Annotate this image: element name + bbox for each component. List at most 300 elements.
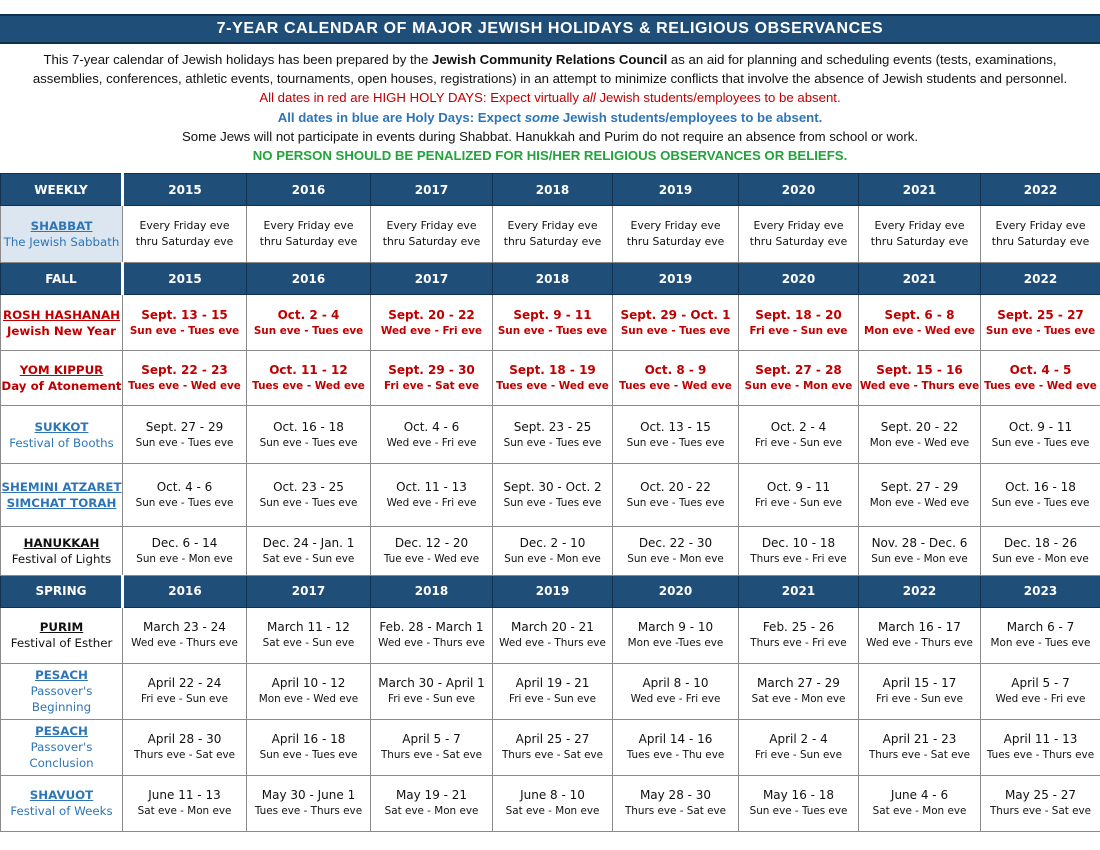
date-range: Sept. 15 - 16 (876, 363, 963, 378)
date-range: Oct. 4 - 5 (1009, 363, 1072, 378)
date-cell (493, 206, 613, 263)
date-cell (493, 406, 613, 464)
weekday-range: Wed eve - Thurs eve (378, 637, 485, 650)
year-header: 2018 (493, 263, 613, 295)
weekday-range: Sun eve - Tues eve (129, 324, 240, 337)
weekday-range: Tues eve - Wed eve (619, 380, 732, 393)
year-header: 2021 (739, 575, 859, 607)
weekday-range: Fri eve - Sun eve (388, 693, 475, 706)
date-range: Dec. 22 - 30 (638, 535, 713, 550)
holiday-name: SHAVUOT (29, 788, 94, 803)
date-cell (247, 406, 371, 464)
weekday-range: Tues eve - Wed eve (496, 380, 609, 393)
date-cell (739, 295, 859, 351)
weekday-range: thru Saturday eve (991, 235, 1090, 249)
date-range: Nov. 28 - Dec. 6 (871, 535, 968, 550)
date-cell (123, 607, 247, 663)
weekday-range: Thurs eve - Sat eve (868, 749, 971, 762)
holiday-subtitle: Festival of Esther (10, 636, 113, 651)
holiday-name-cell (1, 719, 123, 775)
weekday-range: Sun eve - Tues eve (503, 436, 602, 449)
date-cell (247, 663, 371, 719)
page-title: 7-YEAR CALENDAR OF MAJOR JEWISH HOLIDAYS & RELIGIOUS OBSERVANCES (216, 20, 884, 37)
date-cell (247, 295, 371, 351)
weekday-range: Fri eve - Sun eve (876, 693, 963, 706)
weekday-range: Sat eve - Mon eve (751, 693, 846, 706)
date-cell (123, 464, 247, 526)
year-header: 2016 (123, 575, 247, 607)
holiday-name: PESACH (35, 724, 88, 739)
date-cell (981, 775, 1100, 831)
holiday-row (1, 464, 1100, 526)
date-range: Every Friday eve (874, 219, 965, 233)
date-range: March 23 - 24 (143, 620, 226, 635)
date-cell (859, 607, 981, 663)
date-cell (247, 607, 371, 663)
date-cell (247, 719, 371, 775)
date-range: March 27 - 29 (757, 676, 840, 691)
date-cell (859, 206, 981, 263)
date-range: Every Friday eve (263, 219, 354, 233)
holiday-subtitle: Festival of Lights (11, 551, 112, 566)
holiday-name: PESACH (35, 668, 88, 683)
date-cell (613, 206, 739, 263)
date-cell (739, 607, 859, 663)
weekday-range: Fri eve - Sat eve (383, 380, 480, 393)
date-range: April 5 - 7 (402, 732, 461, 747)
date-cell (981, 663, 1100, 719)
holiday-row (1, 206, 1100, 263)
holiday-subtitle: The Jewish Sabbath (3, 235, 120, 250)
date-range: April 16 - 18 (271, 732, 346, 747)
date-range: Oct. 11 - 12 (269, 363, 348, 378)
holiday-name: YOM KIPPUR (19, 363, 104, 378)
date-range: Dec. 24 - Jan. 1 (262, 535, 355, 550)
holiday-row (1, 607, 1100, 663)
date-range: Sept. 20 - 22 (388, 307, 475, 322)
date-cell (613, 295, 739, 351)
date-cell (123, 406, 247, 464)
date-range: April 11 - 13 (1003, 732, 1078, 747)
intro-text (0, 50, 1100, 165)
section-header-row (1, 575, 1100, 607)
high-holy-note (0, 88, 1100, 107)
date-cell (859, 663, 981, 719)
intro-line-1 (0, 50, 1100, 69)
date-range: Sept. 20 - 22 (880, 419, 959, 434)
date-cell (739, 406, 859, 464)
date-range: April 19 - 21 (515, 676, 590, 691)
date-cell (739, 464, 859, 526)
date-cell (981, 351, 1100, 406)
weekday-range: Sun eve - Tues eve (259, 436, 358, 449)
holiday-name-cell (1, 206, 123, 263)
date-cell (123, 663, 247, 719)
date-cell (123, 351, 247, 406)
date-range: Feb. 28 - March 1 (379, 620, 484, 635)
holiday-row (1, 775, 1100, 831)
weekday-range: thru Saturday eve (135, 235, 234, 249)
high-holy-note-start: All dates in red are HIGH HOLY DAYS: Expect virtually (259, 90, 583, 106)
weekday-range: Tues eve - Wed eve (252, 380, 365, 393)
date-cell (123, 526, 247, 575)
date-range: Sept. 27 - 28 (755, 363, 842, 378)
date-range: Oct. 4 - 6 (403, 419, 460, 434)
weekday-range: Wed eve - Thurs eve (859, 380, 980, 393)
date-range: Every Friday eve (995, 219, 1086, 233)
date-range: Sept. 29 - 30 (388, 363, 475, 378)
year-header: 2022 (859, 575, 981, 607)
date-range: April 14 - 16 (638, 732, 713, 747)
date-range: March 9 - 10 (637, 620, 714, 635)
weekday-range: Mon eve - Tues eve (990, 637, 1091, 650)
date-range: Oct. 2 - 4 (277, 307, 340, 322)
year-header: 2021 (859, 263, 981, 295)
date-cell (247, 206, 371, 263)
title-bar (0, 14, 1100, 44)
weekday-range: Wed eve - Fri eve (386, 496, 477, 509)
weekday-range: Fri eve - Sun eve (755, 436, 842, 449)
year-header: 2023 (981, 575, 1100, 607)
date-cell (371, 775, 493, 831)
date-cell (371, 351, 493, 406)
weekday-range: Wed eve - Fri eve (386, 436, 477, 449)
holiday-row (1, 406, 1100, 464)
weekday-range: Sun eve - Tues eve (503, 496, 602, 509)
date-cell (123, 719, 247, 775)
date-range: April 10 - 12 (271, 676, 346, 691)
date-range: Sept. 29 - Oct. 1 (620, 307, 731, 322)
date-range: Sept. 18 - 19 (509, 363, 596, 378)
weekday-range: Mon eve - Wed eve (869, 436, 970, 449)
weekday-range: Wed eve - Thurs eve (499, 637, 606, 650)
date-cell (981, 719, 1100, 775)
date-cell (739, 719, 859, 775)
date-range: June 4 - 6 (890, 788, 949, 803)
date-cell (859, 406, 981, 464)
date-range: April 2 - 4 (769, 732, 828, 747)
holiday-name: HANUKKAH (23, 535, 100, 550)
date-range: April 28 - 30 (147, 732, 222, 747)
date-range: April 5 - 7 (1011, 676, 1070, 691)
date-cell (371, 663, 493, 719)
holiday-name-cell (1, 526, 123, 575)
date-range: May 30 - June 1 (261, 788, 356, 803)
weekday-range: Sun eve - Mon eve (871, 552, 968, 565)
date-range: Dec. 2 - 10 (519, 535, 586, 550)
holiday-name-cell (1, 295, 123, 351)
weekday-range: Wed eve - Fri eve (380, 324, 483, 337)
year-header: 2020 (613, 575, 739, 607)
date-cell (613, 775, 739, 831)
weekday-range: Fri eve - Sun eve (509, 693, 596, 706)
weekday-range: Thurs eve - Sat eve (624, 805, 727, 818)
weekday-range: Sun eve - Mon eve (504, 552, 601, 565)
weekday-range: Mon eve - Wed eve (869, 496, 970, 509)
weekday-range: Mon eve -Tues eve (627, 637, 724, 650)
holiday-name: SUKKOT (34, 419, 89, 434)
intro-line-2: assemblies, conferences, athletic events, tournaments, open houses, registrations) in an attempt to minimize conflicts that involve the absence of Jewish students and personnel. (32, 71, 1068, 87)
date-range: April 15 - 17 (882, 676, 957, 691)
weekday-range: Sun eve - Tues eve (626, 436, 725, 449)
weekday-range: Sun eve - Mon eve (744, 380, 853, 393)
date-range: Every Friday eve (507, 219, 598, 233)
weekday-range: Sun eve - Tues eve (620, 324, 731, 337)
date-range: Sept. 30 - Oct. 2 (503, 479, 602, 494)
holiday-subtitle: Festival of Weeks (10, 804, 113, 819)
date-cell (123, 775, 247, 831)
year-header: 2015 (123, 263, 247, 295)
weekday-range: thru Saturday eve (870, 235, 969, 249)
holiday-name: ROSH HASHANAH (3, 307, 120, 322)
year-header: 2021 (859, 174, 981, 206)
date-cell (247, 526, 371, 575)
holiday-name-cell (1, 775, 123, 831)
weekday-range: Wed eve - Fri eve (995, 693, 1086, 706)
date-cell (371, 406, 493, 464)
date-range: Oct. 16 - 18 (273, 419, 344, 434)
date-cell (371, 295, 493, 351)
weekday-range: Thurs eve - Sat eve (133, 749, 236, 762)
weekday-range: Wed eve - Thurs eve (131, 637, 238, 650)
date-range: May 16 - 18 (762, 788, 835, 803)
date-cell (123, 295, 247, 351)
weekday-range: Sat eve - Mon eve (137, 805, 232, 818)
holiday-subtitle: Festival of Booths (9, 435, 114, 450)
date-range: April 22 - 24 (147, 676, 222, 691)
weekday-range: Fri eve - Sun eve (141, 693, 228, 706)
intro-line-1-end: as an aid for planning and scheduling events (tests, examinations, (667, 52, 1057, 67)
date-range: Oct. 9 - 11 (766, 479, 831, 494)
weekday-range: Sun eve - Tues eve (497, 324, 608, 337)
date-cell (859, 351, 981, 406)
date-range: Oct. 8 - 9 (644, 363, 707, 378)
year-header: 2018 (371, 575, 493, 607)
year-header: 2017 (371, 174, 493, 206)
date-cell (981, 607, 1100, 663)
date-cell (613, 663, 739, 719)
year-header: 2022 (981, 263, 1100, 295)
weekday-range: Thurs eve - Fri eve (750, 552, 847, 565)
date-range: May 25 - 27 (1004, 788, 1077, 803)
weekday-range: Mon eve - Wed eve (258, 693, 359, 706)
date-cell (371, 464, 493, 526)
year-header: 2017 (247, 575, 371, 607)
year-header: 2017 (371, 263, 493, 295)
year-header: 2019 (493, 575, 613, 607)
year-header: 2020 (739, 174, 859, 206)
section-label: FALL (1, 263, 123, 295)
holiday-calendar-table (0, 173, 1100, 832)
date-range: March 11 - 12 (267, 620, 350, 635)
holiday-subtitle: SIMCHAT TORAH (6, 495, 117, 510)
date-cell (859, 526, 981, 575)
holiday-name: SHABBAT (30, 219, 93, 234)
date-cell (981, 406, 1100, 464)
date-cell (371, 206, 493, 263)
holiday-name: SHEMINI ATZARET (1, 479, 122, 494)
weekday-range: Tues eve - Wed eve (984, 380, 1097, 393)
weekday-range: Fri eve - Sun eve (755, 496, 842, 509)
weekday-range: Sun eve - Mon eve (992, 552, 1089, 565)
date-cell (493, 775, 613, 831)
date-cell (859, 775, 981, 831)
date-cell (859, 295, 981, 351)
high-holy-note-end: Jewish students/employees to be absent. (595, 90, 841, 106)
date-range: Sept. 27 - 29 (145, 419, 224, 434)
date-range: Dec. 10 - 18 (761, 535, 836, 550)
weekday-range: Sun eve - Tues eve (259, 496, 358, 509)
date-cell (739, 351, 859, 406)
weekday-range: Sun eve - Tues eve (985, 324, 1096, 337)
weekday-range: Mon eve - Wed eve (864, 324, 975, 337)
date-range: June 11 - 13 (148, 788, 221, 803)
weekday-range: Wed eve - Fri eve (630, 693, 721, 706)
date-cell (739, 206, 859, 263)
date-cell (981, 206, 1100, 263)
year-header: 2020 (739, 263, 859, 295)
holiday-row (1, 719, 1100, 775)
date-cell (981, 464, 1100, 526)
date-range: May 28 - 30 (639, 788, 712, 803)
date-cell (247, 351, 371, 406)
weekday-range: Thurs eve - Fri eve (750, 637, 847, 650)
weekday-range: Sun eve - Tues eve (253, 324, 364, 337)
org-name: Jewish Community Relations Council (432, 52, 668, 67)
date-cell (613, 526, 739, 575)
year-header: 2016 (247, 174, 371, 206)
date-cell (493, 607, 613, 663)
holiday-row (1, 526, 1100, 575)
section-header-row (1, 174, 1100, 206)
date-cell (613, 351, 739, 406)
holiday-name-cell (1, 607, 123, 663)
holy-days-note-end: Jewish students/employees to be absent. (559, 109, 823, 125)
section-label: WEEKLY (1, 174, 123, 206)
weekday-range: Thurs eve - Sat eve (989, 805, 1092, 818)
date-cell (613, 464, 739, 526)
weekday-range: Thurs eve - Sat eve (380, 749, 483, 762)
holiday-row (1, 351, 1100, 406)
year-header: 2019 (613, 263, 739, 295)
section-header-row (1, 263, 1100, 295)
date-range: Oct. 16 - 18 (1005, 479, 1076, 494)
weekday-range: Tues eve - Thurs eve (254, 805, 363, 818)
weekday-range: Sun eve - Tues eve (626, 496, 725, 509)
date-range: March 16 - 17 (878, 620, 961, 635)
date-cell (613, 607, 739, 663)
date-range: Every Friday eve (386, 219, 477, 233)
holiday-name-cell (1, 351, 123, 406)
date-range: April 25 - 27 (515, 732, 590, 747)
weekday-range: Sun eve - Mon eve (136, 552, 233, 565)
date-range: Sept. 22 - 23 (141, 363, 228, 378)
holiday-subtitle: Day of Atonement (1, 379, 122, 394)
date-range: March 20 - 21 (511, 620, 594, 635)
date-cell (859, 719, 981, 775)
weekday-range: Tues eve - Thu eve (626, 749, 725, 762)
date-cell (859, 464, 981, 526)
intro-line-1-start: This 7-year calendar of Jewish holidays has been prepared by the (43, 52, 433, 67)
date-range: Oct. 9 - 11 (1008, 419, 1073, 434)
date-range: Sept. 13 - 15 (141, 307, 228, 322)
weekday-range: Fri eve - Sun eve (749, 324, 848, 337)
date-range: Sept. 18 - 20 (755, 307, 842, 322)
date-range: April 8 - 10 (642, 676, 709, 691)
weekday-range: thru Saturday eve (503, 235, 602, 249)
weekday-range: Thurs eve - Sat eve (501, 749, 604, 762)
weekday-range: Sat eve - Mon eve (384, 805, 479, 818)
year-header: 2019 (613, 174, 739, 206)
date-range: Dec. 6 - 14 (151, 535, 218, 550)
date-range: Oct. 20 - 22 (640, 479, 711, 494)
date-cell (493, 719, 613, 775)
date-range: Dec. 18 - 26 (1003, 535, 1078, 550)
section-label: SPRING (1, 575, 123, 607)
weekday-range: Sat eve - Sun eve (262, 552, 355, 565)
date-range: Every Friday eve (630, 219, 721, 233)
weekday-range: Tue eve - Wed eve (383, 552, 480, 565)
date-range: Oct. 13 - 15 (640, 419, 711, 434)
date-range: March 6 - 7 (1006, 620, 1075, 635)
date-range: Sept. 23 - 25 (513, 419, 592, 434)
weekday-range: Sat eve - Mon eve (872, 805, 967, 818)
weekday-range: Sun eve - Tues eve (135, 496, 234, 509)
weekday-range: thru Saturday eve (259, 235, 358, 249)
weekday-range: thru Saturday eve (749, 235, 848, 249)
year-header: 2016 (247, 263, 371, 295)
date-cell (371, 719, 493, 775)
weekday-range: Sun eve - Tues eve (991, 496, 1090, 509)
date-range: June 8 - 10 (520, 788, 585, 803)
date-cell (493, 351, 613, 406)
date-cell (493, 295, 613, 351)
holiday-row (1, 663, 1100, 719)
holy-days-note-start: All dates in blue are Holy Days: Expect (277, 109, 525, 125)
weekday-range: Sat eve - Sun eve (262, 637, 355, 650)
holiday-name-cell (1, 663, 123, 719)
date-cell (739, 663, 859, 719)
holiday-name: PURIM (39, 620, 84, 635)
holiday-row (1, 295, 1100, 351)
weekday-range: Sun eve - Tues eve (749, 805, 848, 818)
holiday-subtitle: Passover's Beginning (30, 684, 93, 715)
penalty-notice: NO PERSON SHOULD BE PENALIZED FOR HIS/HER RELIGIOUS OBSERVANCES OR BELIEFS. (252, 148, 848, 164)
date-range: Oct. 11 - 13 (396, 479, 467, 494)
date-cell (739, 775, 859, 831)
date-range: Every Friday eve (139, 219, 230, 233)
date-cell (981, 295, 1100, 351)
date-cell (371, 607, 493, 663)
date-range: Feb. 25 - 26 (762, 620, 835, 635)
date-range: Sept. 27 - 29 (880, 479, 959, 494)
date-range: Oct. 4 - 6 (156, 479, 213, 494)
date-range: April 21 - 23 (882, 732, 957, 747)
weekday-range: Tues eve - Wed eve (128, 380, 241, 393)
weekday-range: thru Saturday eve (382, 235, 481, 249)
weekday-range: Sun eve - Mon eve (627, 552, 724, 565)
holiday-name-cell (1, 406, 123, 464)
holiday-subtitle: Passover's Conclusion (29, 740, 94, 771)
date-cell (371, 526, 493, 575)
date-cell (123, 206, 247, 263)
year-header: 2018 (493, 174, 613, 206)
date-cell (739, 526, 859, 575)
date-range: March 30 - April 1 (378, 676, 485, 691)
weekday-range: Wed eve - Thurs eve (866, 637, 973, 650)
date-range: Oct. 2 - 4 (770, 419, 827, 434)
date-range: Oct. 23 - 25 (273, 479, 344, 494)
